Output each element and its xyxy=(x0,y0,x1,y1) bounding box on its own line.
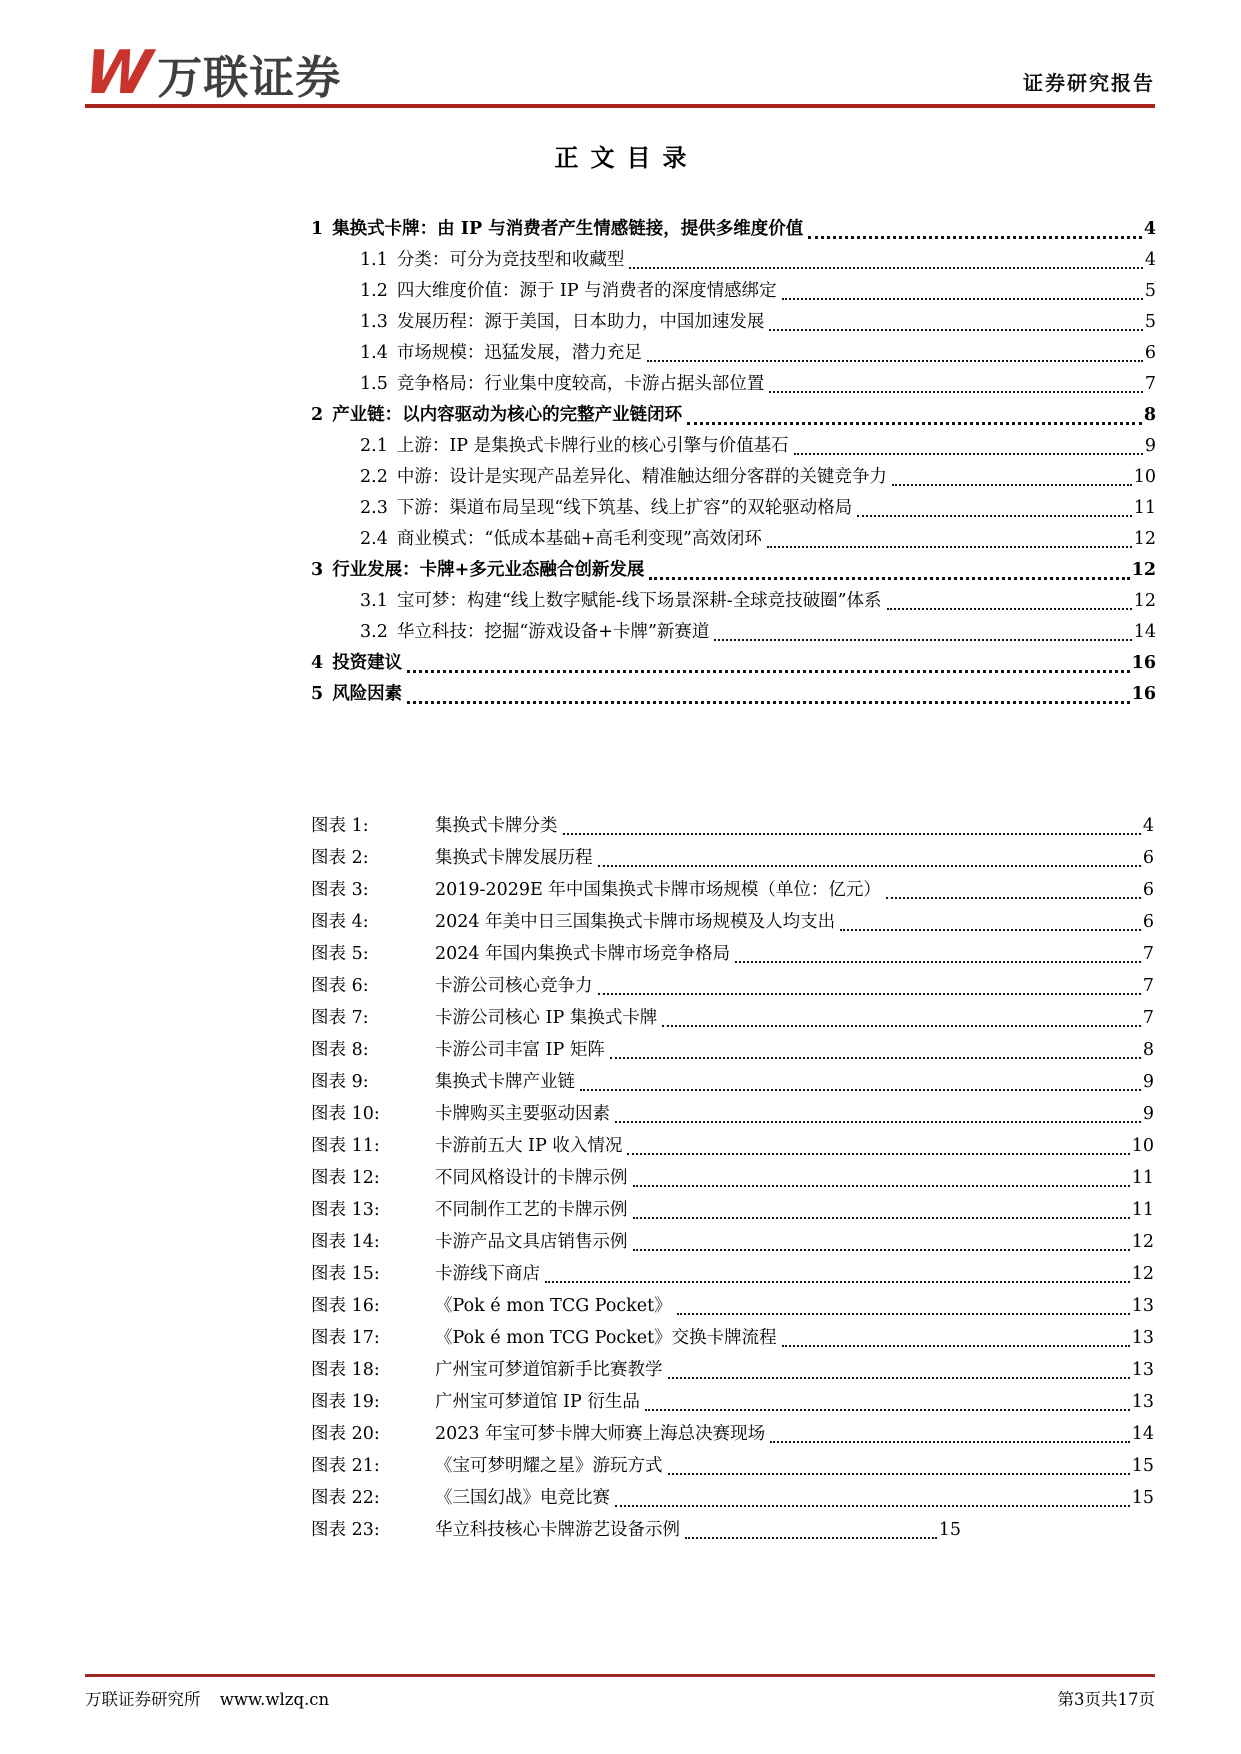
figure-entry xyxy=(311,1098,1154,1130)
toc-entry-page: 7 xyxy=(1144,374,1156,394)
figure-entry-title: 《Pok é mon TCG Pocket》 xyxy=(435,1296,672,1316)
figure-entry xyxy=(311,842,1154,874)
toc-entry-number: 4 xyxy=(311,653,324,673)
figure-entry xyxy=(311,1066,1154,1098)
toc-entry-page: 8 xyxy=(1143,405,1156,425)
leader-dots xyxy=(769,329,1143,331)
figure-entry-label: 图表 5: xyxy=(311,944,369,964)
figure-entry xyxy=(311,810,1154,842)
figure-entry-page: 12 xyxy=(1131,1232,1154,1252)
figure-entry xyxy=(311,1418,1154,1450)
toc-entry-label: 竞争格局：行业集中度较高，卡游占据头部位置 xyxy=(396,374,765,394)
footer-website: www.wlzq.cn xyxy=(219,1690,330,1709)
leader-dots xyxy=(668,1377,1130,1379)
toc-entry-label: 行业发展：卡牌+多元业态融合创新发展 xyxy=(332,560,645,580)
toc-entry-label: 集换式卡牌：由 IP 与消费者产生情感链接，提供多维度价值 xyxy=(332,219,804,239)
toc-entry-number: 2 xyxy=(311,405,324,425)
leader-dots xyxy=(580,1089,1141,1091)
figure-entry-label: 图表 20: xyxy=(311,1424,380,1444)
leader-dots xyxy=(598,993,1141,995)
leader-dots xyxy=(857,515,1131,517)
footer-page-indicator: 第3页共17页 xyxy=(1057,1690,1155,1709)
toc-entry-number: 3.1 xyxy=(360,591,388,611)
figure-entry-title: 《三国幻战》电竞比赛 xyxy=(435,1488,610,1508)
figure-entry-page: 6 xyxy=(1142,912,1154,932)
toc-entry-label: 产业链：以内容驱动为核心的完整产业链闭环 xyxy=(332,405,683,425)
figure-entry xyxy=(311,1034,1154,1066)
figure-entry-page: 6 xyxy=(1142,848,1154,868)
toc-entry xyxy=(311,214,1156,245)
toc-entry-number: 2.3 xyxy=(360,498,388,518)
leader-dots xyxy=(407,670,1129,673)
figure-entry-page: 8 xyxy=(1142,1040,1154,1060)
toc-entry-label: 上游：IP 是集换式卡牌行业的核心引擎与价值基石 xyxy=(396,436,789,456)
figure-entry-title: 卡游公司核心竞争力 xyxy=(435,976,593,996)
toc-entry-page: 12 xyxy=(1133,529,1156,549)
figure-entry-label: 图表 17: xyxy=(311,1328,380,1348)
figure-entry-title: 广州宝可梦道馆新手比赛教学 xyxy=(435,1360,663,1380)
footer-org-name: 万联证券研究所 xyxy=(85,1690,201,1709)
figure-entry-page: 13 xyxy=(1131,1392,1154,1412)
figure-entry-page: 7 xyxy=(1142,976,1154,996)
footer-left xyxy=(85,1686,343,1710)
toc-entry-label: 发展历程：源于美国，日本助力，中国加速发展 xyxy=(396,312,765,332)
figure-entry-title: 卡游前五大 IP 收入情况 xyxy=(435,1136,623,1156)
figure-entry-page: 14 xyxy=(1131,1424,1154,1444)
figure-entry-title: 《Pok é mon TCG Pocket》交换卡牌流程 xyxy=(435,1328,777,1348)
figure-entry xyxy=(311,1002,1154,1034)
figure-entry-title: 卡游公司核心 IP 集换式卡牌 xyxy=(435,1008,658,1028)
figure-entry xyxy=(311,1354,1154,1386)
toc-entry-page: 5 xyxy=(1144,312,1156,332)
figure-entry xyxy=(311,1194,1154,1226)
toc-entry xyxy=(311,276,1156,307)
leader-dots xyxy=(563,833,1141,835)
figure-entry-page: 11 xyxy=(1131,1168,1154,1188)
report-type-label: 证券研究报告 xyxy=(1023,71,1155,95)
leader-dots xyxy=(647,360,1143,362)
leader-dots xyxy=(782,298,1143,300)
toc-entry-number: 1.4 xyxy=(360,343,388,363)
leader-dots xyxy=(645,1409,1130,1411)
figure-entry-title: 《宝可梦明耀之星》游玩方式 xyxy=(435,1456,663,1476)
leader-dots xyxy=(633,1217,1130,1219)
logo-w-mark: W xyxy=(81,38,155,108)
leader-dots xyxy=(627,1153,1129,1155)
toc-entry xyxy=(311,462,1156,493)
figure-entry-page: 15 xyxy=(1131,1488,1154,1508)
toc-entry-page: 4 xyxy=(1144,250,1156,270)
toc-entry xyxy=(311,648,1156,679)
figure-entry-label: 图表 11: xyxy=(311,1136,380,1156)
figure-entry-page: 15 xyxy=(1131,1456,1154,1476)
toc-entry xyxy=(311,586,1156,617)
figure-entry-label: 图表 21: xyxy=(311,1456,380,1476)
toc-entry-number: 1.1 xyxy=(360,250,388,270)
leader-dots xyxy=(407,701,1129,704)
figure-entry-label: 图表 4: xyxy=(311,912,369,932)
toc-entry xyxy=(311,400,1156,431)
figure-entry-page: 11 xyxy=(1131,1200,1154,1220)
figure-entry-label: 图表 7: xyxy=(311,1008,369,1028)
figure-entry-page: 13 xyxy=(1131,1296,1154,1316)
figure-entry xyxy=(311,970,1154,1002)
figures-list xyxy=(311,810,1154,1546)
logo-company-name: 万联证券 xyxy=(157,51,342,104)
toc-entry xyxy=(311,679,1156,710)
figure-entry-title: 广州宝可梦道馆 IP 衍生品 xyxy=(435,1392,640,1412)
figure-entry-title: 不同制作工艺的卡牌示例 xyxy=(435,1200,628,1220)
toc-entry-number: 1.5 xyxy=(360,374,388,394)
figure-entry-title: 华立科技核心卡牌游艺设备示例 xyxy=(435,1520,680,1540)
toc-entry-label: 宝可梦：构建“线上数字赋能-线下场景深耕-全球竞技破圈”体系 xyxy=(396,591,882,611)
leader-dots xyxy=(770,1441,1130,1443)
toc-entry-page: 16 xyxy=(1131,653,1156,673)
leader-dots xyxy=(545,1281,1130,1283)
figure-entry-page: 7 xyxy=(1142,944,1154,964)
figure-entry-title: 2023 年宝可梦卡牌大师赛上海总决赛现场 xyxy=(435,1424,766,1444)
leader-dots xyxy=(633,1185,1130,1187)
page-title: 正文目录 xyxy=(554,143,699,172)
toc-entry-page: 5 xyxy=(1144,281,1156,301)
figure-entry xyxy=(311,1290,1154,1322)
figure-entry-label: 图表 15: xyxy=(311,1264,380,1284)
toc-entry xyxy=(311,524,1156,555)
toc-entry-page: 10 xyxy=(1133,467,1156,487)
figure-entry-page: 13 xyxy=(1131,1360,1154,1380)
figure-entry xyxy=(311,906,1154,938)
leader-dots xyxy=(610,1057,1141,1059)
toc-entry-number: 2.2 xyxy=(360,467,388,487)
toc-entry-number: 3.2 xyxy=(360,622,388,642)
leader-dots xyxy=(649,577,1129,580)
figure-entry-title: 2019-2029E 年中国集换式卡牌市场规模（单位：亿元） xyxy=(435,880,881,900)
figure-entry-title: 集换式卡牌发展历程 xyxy=(435,848,593,868)
toc-entry-page: 9 xyxy=(1144,436,1156,456)
figure-entry-title: 卡游产品文具店销售示例 xyxy=(435,1232,628,1252)
figure-entry-label: 图表 6: xyxy=(311,976,369,996)
figure-entry-page: 13 xyxy=(1131,1328,1154,1348)
toc-entry-number: 3 xyxy=(311,560,324,580)
figure-entry-label: 图表 9: xyxy=(311,1072,369,1092)
leader-dots xyxy=(662,1025,1141,1027)
figure-entry-title: 不同风格设计的卡牌示例 xyxy=(435,1168,628,1188)
figure-entry-page: 9 xyxy=(1142,1072,1154,1092)
figure-entry-label: 图表 18: xyxy=(311,1360,380,1380)
figure-entry xyxy=(311,938,1154,970)
leader-dots xyxy=(677,1313,1130,1315)
figure-entry xyxy=(311,1322,1154,1354)
toc-entry xyxy=(311,307,1156,338)
toc-entry xyxy=(311,555,1156,586)
figure-entry-label: 图表 10: xyxy=(311,1104,380,1124)
leader-dots xyxy=(769,391,1143,393)
toc-entry-number: 1.2 xyxy=(360,281,388,301)
figure-entry xyxy=(311,1482,1154,1514)
leader-dots xyxy=(598,865,1141,867)
leader-dots xyxy=(615,1121,1141,1123)
figure-entry-label: 图表 8: xyxy=(311,1040,369,1060)
figure-entry-label: 图表 22: xyxy=(311,1488,380,1508)
figure-entry-label: 图表 14: xyxy=(311,1232,380,1252)
figure-entry xyxy=(311,1130,1154,1162)
toc-entry-label: 投资建议 xyxy=(332,653,403,673)
toc-entry xyxy=(311,245,1156,276)
toc-entry-label: 中游：设计是实现产品差异化、精准触达细分客群的关键竞争力 xyxy=(396,467,887,487)
figure-entry-page: 4 xyxy=(1142,816,1154,836)
figure-entry-label: 图表 23: xyxy=(311,1520,380,1540)
toc-entry xyxy=(311,369,1156,400)
toc-entry-page: 4 xyxy=(1143,219,1156,239)
figure-entry-label: 图表 13: xyxy=(311,1200,380,1220)
leader-dots xyxy=(808,236,1142,239)
page-header xyxy=(81,38,1155,108)
leader-dots xyxy=(767,546,1132,548)
figure-entry-page: 15 xyxy=(938,1520,961,1540)
figure-entry xyxy=(311,1258,1154,1290)
figure-entry-page: 9 xyxy=(1142,1104,1154,1124)
figure-entry-page: 6 xyxy=(1142,880,1154,900)
toc-entry xyxy=(311,493,1156,524)
toc-entry-label: 分类：可分为竞技型和收藏型 xyxy=(396,250,625,270)
figure-entry xyxy=(311,1514,961,1546)
toc-entry-label: 风险因素 xyxy=(332,684,403,704)
figure-entry-title: 集换式卡牌分类 xyxy=(435,816,558,836)
leader-dots xyxy=(892,484,1132,486)
figure-entry-label: 图表 12: xyxy=(311,1168,380,1188)
figure-entry-title: 卡牌购买主要驱动因素 xyxy=(435,1104,610,1124)
toc-entry-page: 12 xyxy=(1133,591,1156,611)
toc-entry-page: 11 xyxy=(1133,498,1156,518)
figure-entry-title: 2024 年美中日三国集换式卡牌市场规模及人均支出 xyxy=(435,912,836,932)
toc-entry-number: 1 xyxy=(311,219,324,239)
toc-list xyxy=(311,214,1156,710)
toc-entry-page: 16 xyxy=(1131,684,1156,704)
toc-entry-number: 2.1 xyxy=(360,436,388,456)
toc-entry xyxy=(311,617,1156,648)
toc-entry-page: 14 xyxy=(1133,622,1156,642)
leader-dots xyxy=(887,608,1132,610)
leader-dots xyxy=(840,929,1141,931)
figure-entry-label: 图表 19: xyxy=(311,1392,380,1412)
figure-entry xyxy=(311,1386,1154,1418)
toc-entry-page: 12 xyxy=(1131,560,1156,580)
wanlian-securities-logo xyxy=(81,38,342,108)
figure-entry-title: 卡游线下商店 xyxy=(435,1264,540,1284)
leader-dots xyxy=(735,961,1141,963)
figure-entry-title: 2024 年国内集换式卡牌市场竞争格局 xyxy=(435,944,731,964)
figure-entry xyxy=(311,1162,1154,1194)
leader-dots xyxy=(685,1537,937,1539)
toc-entry-number: 1.3 xyxy=(360,312,388,332)
toc-entry xyxy=(311,431,1156,462)
figure-entry xyxy=(311,874,1154,906)
toc-entry-number: 2.4 xyxy=(360,529,388,549)
toc-entry-label: 商业模式：“低成本基础+高毛利变现”高效闭环 xyxy=(396,529,762,549)
figure-entry xyxy=(311,1450,1154,1482)
leader-dots xyxy=(629,267,1143,269)
figure-entry-page: 10 xyxy=(1131,1136,1154,1156)
toc-entry-page: 6 xyxy=(1144,343,1156,363)
leader-dots xyxy=(794,453,1143,455)
figure-entry-page: 12 xyxy=(1131,1264,1154,1284)
leader-dots xyxy=(687,422,1142,425)
figure-entry-title: 集换式卡牌产业链 xyxy=(435,1072,575,1092)
figure-entry-label: 图表 2: xyxy=(311,848,369,868)
figure-entry-label: 图表 16: xyxy=(311,1296,380,1316)
leader-dots xyxy=(615,1505,1130,1507)
leader-dots xyxy=(714,639,1131,641)
toc-entry xyxy=(311,338,1156,369)
figure-entry-page: 7 xyxy=(1142,1008,1154,1028)
toc-entry-label: 华立科技：挖掘“游戏设备+卡牌”新赛道 xyxy=(396,622,710,642)
figure-entry-title: 卡游公司丰富 IP 矩阵 xyxy=(435,1040,605,1060)
toc-entry-label: 下游：渠道布局呈现“线下筑基、线上扩容”的双轮驱动格局 xyxy=(396,498,853,518)
leader-dots xyxy=(668,1473,1130,1475)
toc-entry-label: 四大维度价值：源于 IP 与消费者的深度情感绑定 xyxy=(396,281,777,301)
leader-dots xyxy=(886,897,1141,899)
toc-entry-label: 市场规模：迅猛发展，潜力充足 xyxy=(396,343,642,363)
figure-entry xyxy=(311,1226,1154,1258)
page-footer xyxy=(85,1674,1155,1710)
figure-entry-label: 图表 1: xyxy=(311,816,369,836)
toc-entry-number: 5 xyxy=(311,684,324,704)
leader-dots xyxy=(633,1249,1130,1251)
leader-dots xyxy=(782,1345,1130,1347)
figure-entry-label: 图表 3: xyxy=(311,880,369,900)
